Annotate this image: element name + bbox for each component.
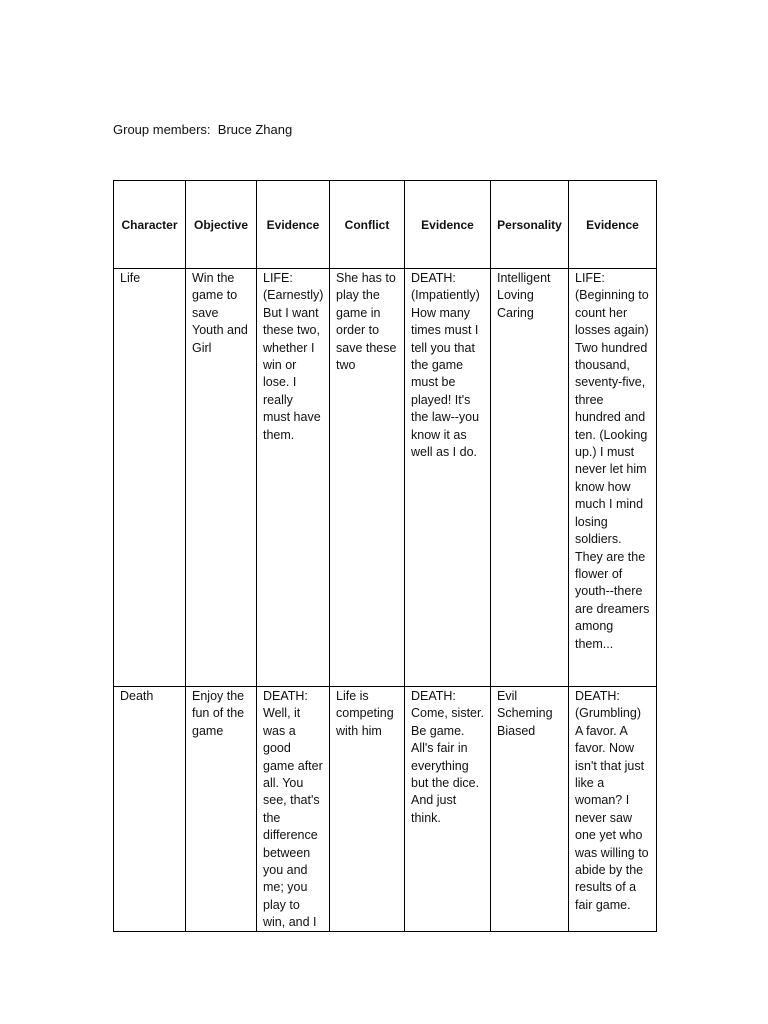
cell-text: DEATH: Come, sister. Be game. All's fair in everything but the dice. And just think. [411, 689, 484, 825]
group-members-value: Bruce Zhang [217, 122, 293, 137]
cell-text: Life [120, 271, 141, 285]
cell-text: DEATH: Well, it was a good game after all. You see, that's the difference between you and me; you play to win, and I [263, 689, 323, 930]
cell-text: Life is competing with him [336, 689, 394, 738]
cell-conflict-evidence [405, 687, 491, 933]
group-members-line [113, 122, 292, 137]
cell-text: DEATH: (Grumbling) A favor. A favor. Now isn't that just like a woman? I never saw one yet who was willing to abide by the results of a fair game. [575, 689, 649, 912]
cell-objective-evidence [257, 269, 330, 687]
cell-text: DEATH: (Impatiently) How many times must I tell you that the game must be played! It's the law--you know it as well as I do. [411, 271, 480, 460]
cell-text: Evil Scheming Biased [497, 689, 553, 738]
cell-character [114, 687, 186, 933]
header-character: Character [114, 181, 186, 269]
cell-text: She has to play the game in order to save these two [336, 271, 397, 373]
cell-text: LIFE: (Beginning to count her losses again) Two hundred thousand, seventy-five, three hundred and ten. (Looking up.) I must never let him know how much I mind losing soldiers. They are the flower of youth--there are dreamers among them... [575, 271, 650, 651]
header-personality-evidence: Evidence [569, 181, 657, 269]
cell-objective-evidence [257, 687, 330, 933]
header-conflict: Conflict [330, 181, 405, 269]
header-objective: Objective [186, 181, 257, 269]
group-members-label: Group members: [113, 122, 211, 137]
cell-personality-evidence [569, 269, 657, 687]
cell-conflict-evidence [405, 269, 491, 687]
cell-text: Death [120, 689, 154, 703]
cell-personality-evidence [569, 687, 657, 933]
cell-personality [491, 687, 569, 933]
cell-objective [186, 269, 257, 687]
header-conflict-evidence: Evidence [405, 181, 491, 269]
cell-conflict [330, 687, 405, 933]
table-row-life [114, 269, 657, 687]
cell-text: Enjoy the fun of the game [192, 689, 245, 738]
cell-character [114, 269, 186, 687]
table-container [113, 180, 657, 932]
cell-text: LIFE: (Earnestly) But I want these two, whether I win or lose. I really must have them. [263, 271, 324, 442]
cell-text: Intelligent Loving Caring [497, 271, 551, 320]
cell-personality [491, 269, 569, 687]
cell-objective [186, 687, 257, 933]
table-row-death [114, 687, 657, 933]
cell-text: Win the game to save Youth and Girl [192, 271, 248, 355]
character-analysis-table [113, 180, 657, 932]
header-row [114, 181, 657, 269]
cell-conflict [330, 269, 405, 687]
header-objective-evidence: Evidence [257, 181, 330, 269]
header-personality: Personality [491, 181, 569, 269]
